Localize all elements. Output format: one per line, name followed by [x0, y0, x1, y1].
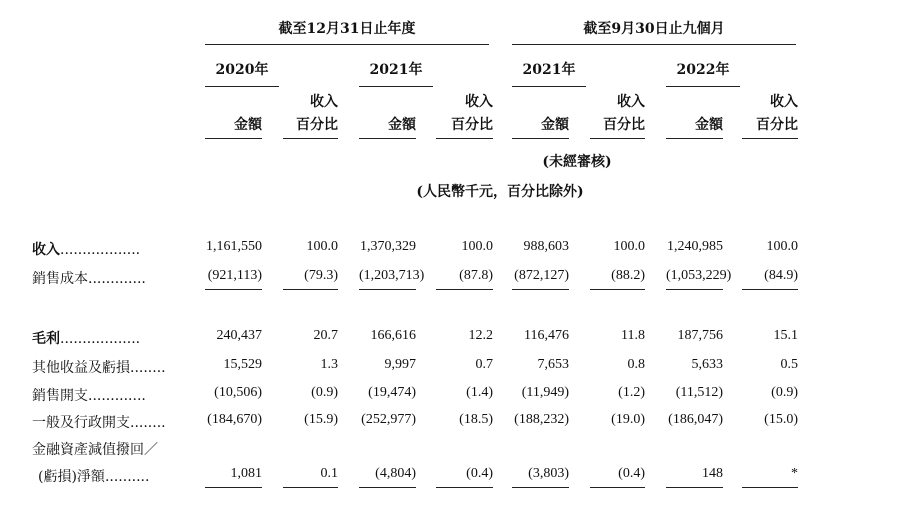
pct-header-line2: 百分比	[451, 117, 493, 133]
percentage-cell: 100.0	[766, 239, 798, 254]
row-label: 其他收益及虧損........	[32, 360, 166, 376]
percentage-cell: 0.8	[627, 357, 645, 372]
percentage-cell: 100.0	[613, 239, 645, 254]
percentage-cell: (15.0)	[764, 412, 798, 427]
amount-cell: 5,633	[691, 357, 723, 372]
period-header-nine-months: 截至9月30日止九個月	[512, 20, 796, 45]
year-header-2021-nine-months: 2021年	[512, 60, 586, 87]
row-label: 毛利..................	[32, 331, 141, 347]
year-header-2021-annual: 2021年	[359, 60, 433, 87]
percentage-cell: 0.5	[780, 357, 798, 372]
percentage-cell: (88.2)	[590, 268, 645, 290]
amount-cell: (4,804)	[359, 466, 416, 488]
amount-cell: (1,203,713)	[359, 268, 416, 290]
amount-cell: (3,803)	[512, 466, 569, 488]
amount-column-header	[666, 91, 723, 139]
amount-column-header	[205, 91, 262, 139]
percentage-cell: 100.0	[461, 239, 493, 254]
row-label-line1: 金融資產減值撥回／	[32, 442, 158, 458]
amount-cell: (186,047)	[668, 412, 723, 427]
amount-cell: (1,053,229)	[666, 268, 723, 290]
percentage-cell: 15.1	[773, 328, 798, 343]
percentage-cell: (18.5)	[459, 412, 493, 427]
percentage-cell: (87.8)	[436, 268, 493, 290]
percentage-cell: (19.0)	[611, 412, 645, 427]
row-label: 收入..................	[32, 242, 141, 258]
amount-cell: (188,232)	[514, 412, 569, 427]
amount-cell: 116,476	[524, 328, 569, 343]
amount-cell: 9,997	[384, 357, 416, 372]
percentage-cell: (0.9)	[771, 385, 798, 400]
amount-cell: (872,127)	[512, 268, 569, 290]
percentage-cell: 20.7	[313, 328, 338, 343]
percentage-cell: (0.9)	[311, 385, 338, 400]
units-note: (人民幣千元，百分比除外)	[416, 184, 584, 200]
pct-header-line1: 收入	[465, 94, 493, 110]
percentage-column-header	[590, 91, 645, 139]
period-header-year: 截至12月31日止年度	[205, 20, 489, 45]
amount-cell: 187,756	[677, 328, 723, 343]
percentage-cell: 1.3	[320, 357, 338, 372]
percentage-column-header	[742, 91, 798, 139]
percentage-cell: (1.2)	[618, 385, 645, 400]
amount-header-label: 金額	[234, 117, 262, 133]
amount-header-label: 金額	[695, 117, 723, 133]
percentage-cell: (0.4)	[590, 466, 645, 488]
amount-cell: 166,616	[370, 328, 416, 343]
pct-header-line1: 收入	[770, 94, 798, 110]
amount-cell: 240,437	[216, 328, 262, 343]
row-label: (虧損)淨額..........	[38, 469, 150, 485]
percentage-cell: (79.3)	[283, 268, 338, 290]
amount-cell: 15,529	[223, 357, 262, 372]
year-header-2020: 2020年	[205, 60, 279, 87]
amount-cell: 988,603	[523, 239, 569, 254]
pct-header-line2: 百分比	[756, 117, 798, 133]
amount-cell: 1,370,329	[360, 239, 416, 254]
percentage-column-header	[283, 91, 338, 139]
row-label: 一般及行政開支........	[32, 415, 166, 431]
amount-cell: (11,949)	[521, 385, 569, 400]
amount-cell: 148	[666, 466, 723, 488]
row-label: 銷售成本.............	[32, 271, 146, 287]
amount-cell: (11,512)	[675, 385, 723, 400]
percentage-cell: 0.1	[283, 466, 338, 488]
amount-cell: 7,653	[537, 357, 569, 372]
percentage-cell: (1.4)	[466, 385, 493, 400]
percentage-column-header	[436, 91, 493, 139]
percentage-cell: (0.4)	[436, 466, 493, 488]
percentage-cell: (15.9)	[304, 412, 338, 427]
amount-cell: 1,081	[205, 466, 262, 488]
amount-header-label: 金額	[541, 117, 569, 133]
amount-cell: (19,474)	[368, 385, 416, 400]
percentage-cell: *	[742, 466, 798, 488]
amount-cell: 1,161,550	[206, 239, 262, 254]
amount-cell: (921,113)	[205, 268, 262, 290]
pct-header-line2: 百分比	[296, 117, 338, 133]
percentage-cell: 12.2	[468, 328, 493, 343]
year-header-2022: 2022年	[666, 60, 740, 87]
amount-cell: (184,670)	[207, 412, 262, 427]
row-label: 銷售開支.............	[32, 388, 146, 404]
amount-cell: (10,506)	[214, 385, 262, 400]
percentage-cell: 11.8	[621, 328, 645, 343]
pct-header-line2: 百分比	[603, 117, 645, 133]
pct-header-line1: 收入	[617, 94, 645, 110]
pct-header-line1: 收入	[310, 94, 338, 110]
amount-cell: 1,240,985	[667, 239, 723, 254]
percentage-cell: 100.0	[306, 239, 338, 254]
amount-column-header	[512, 91, 569, 139]
percentage-cell: (84.9)	[742, 268, 798, 290]
amount-header-label: 金額	[388, 117, 416, 133]
amount-cell: (252,977)	[361, 412, 416, 427]
percentage-cell: 0.7	[475, 357, 493, 372]
amount-column-header	[359, 91, 416, 139]
unaudited-note: (未經審核)	[542, 154, 612, 170]
